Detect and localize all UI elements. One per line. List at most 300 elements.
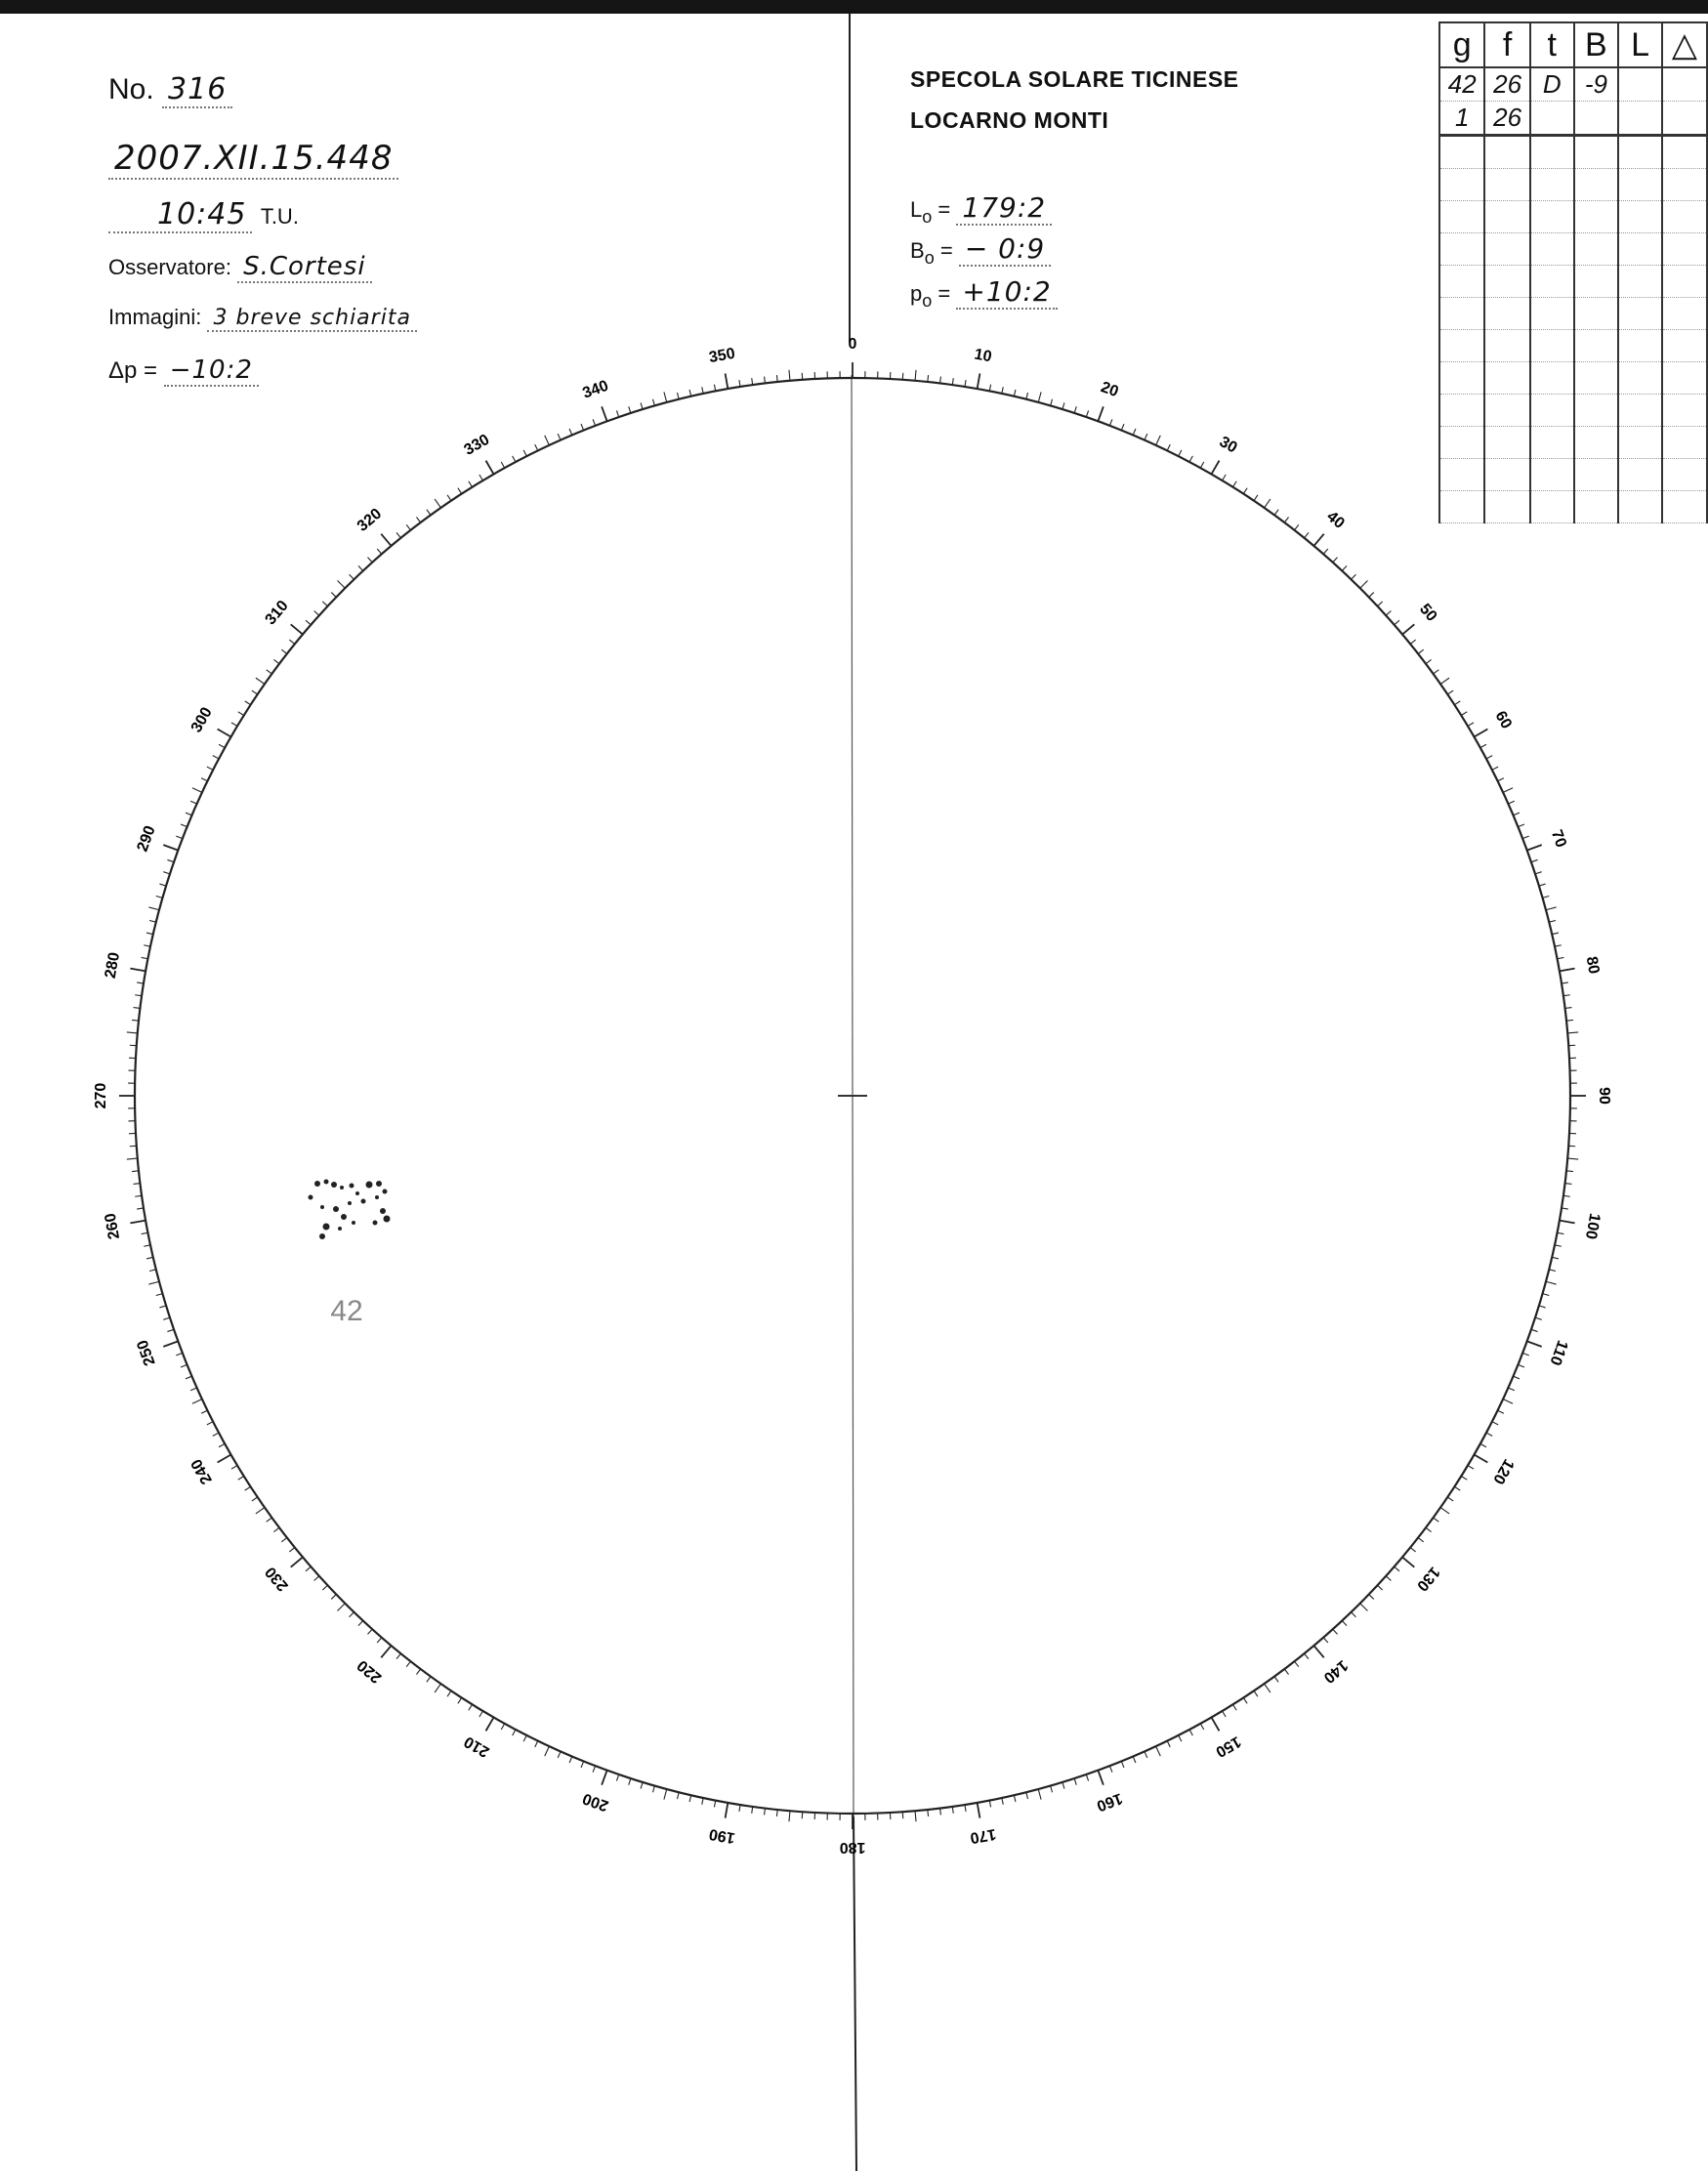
delta-p-label: Δp =	[108, 357, 158, 384]
scale-tick	[752, 1807, 753, 1814]
scale-tick	[535, 444, 538, 450]
scale-tick	[1360, 580, 1368, 588]
scale-tick	[1026, 393, 1028, 399]
scale-tick	[1295, 1661, 1299, 1667]
scale-tick	[396, 532, 400, 537]
scale-tick	[447, 495, 451, 501]
col-header-delta: △	[1662, 22, 1707, 67]
scale-tick	[1369, 593, 1374, 598]
scale-label: 0	[848, 336, 857, 354]
record-number-value: 316	[162, 72, 232, 108]
scale-tick	[435, 1684, 440, 1692]
scale-tick	[406, 524, 410, 530]
scale-tick	[1109, 419, 1112, 426]
sunspot	[375, 1195, 379, 1199]
P0-equals: =	[937, 281, 951, 306]
scale-tick	[1539, 1306, 1546, 1308]
scale-tick	[1518, 1364, 1523, 1367]
sunspot	[373, 1221, 378, 1226]
scale-tick	[207, 767, 213, 770]
scale-tick	[416, 1669, 420, 1675]
scale-label: 40	[1323, 508, 1348, 532]
scale-tick	[281, 649, 287, 653]
scale-tick	[350, 574, 354, 579]
scale-tick	[1518, 824, 1523, 827]
scale-tick	[593, 419, 596, 426]
scale-tick	[1313, 1646, 1323, 1657]
scale-tick	[135, 995, 142, 996]
scale-tick	[142, 957, 148, 958]
scale-tick	[1440, 678, 1449, 684]
scale-tick	[1243, 1697, 1247, 1703]
scale-tick	[1565, 1184, 1572, 1185]
L0-value: 179:2	[956, 191, 1052, 226]
scale-tick	[1565, 1008, 1572, 1009]
scale-tick	[291, 624, 303, 634]
scale-tick	[1557, 957, 1563, 958]
scale-tick	[337, 580, 345, 588]
scale-tick	[219, 744, 225, 747]
scale-tick	[1189, 1730, 1192, 1735]
scale-tick	[447, 1691, 451, 1696]
scale-tick	[381, 534, 391, 546]
scale-tick	[1360, 1604, 1368, 1611]
scale-tick	[358, 1621, 363, 1626]
scale-tick	[314, 611, 319, 616]
scale-tick	[1475, 730, 1488, 737]
scale-tick	[337, 1604, 345, 1611]
scale-label: 350	[707, 345, 737, 367]
scale-tick	[1395, 620, 1399, 625]
scale-tick	[144, 1245, 150, 1246]
scale-tick	[1121, 1761, 1124, 1767]
images-value: 3 breve schiarita	[207, 306, 416, 332]
scale-tick	[252, 1497, 258, 1501]
scale-label: 250	[134, 1337, 159, 1368]
scale-tick	[1254, 495, 1258, 501]
scale-tick	[201, 1410, 207, 1413]
scale-tick	[1098, 1771, 1103, 1785]
scale-tick	[581, 1761, 584, 1767]
scale-tick	[181, 1364, 187, 1367]
scale-tick	[629, 1778, 631, 1785]
scale-tick	[1555, 1245, 1562, 1246]
scale-tick	[1522, 1353, 1529, 1356]
scale-tick	[218, 1455, 231, 1463]
scale-tick	[1480, 1443, 1486, 1446]
scale-tick	[1133, 429, 1136, 435]
scale-tick	[1562, 982, 1568, 983]
scale-label: 270	[93, 1082, 110, 1109]
scale-tick	[523, 450, 526, 456]
scale-tick	[1402, 1557, 1414, 1566]
scale-tick	[1333, 1629, 1338, 1634]
observatory-name: SPECOLA SOLARE TICINESE	[910, 66, 1239, 92]
scale-tick	[267, 670, 272, 674]
scale-tick	[469, 481, 473, 487]
scale-tick	[1492, 1422, 1498, 1425]
scale-tick	[569, 429, 572, 435]
scale-tick	[545, 1746, 550, 1756]
scale-tick	[238, 1476, 244, 1480]
scale-tick	[965, 1805, 966, 1812]
scale-tick	[1508, 801, 1514, 804]
scale-tick	[273, 1527, 279, 1531]
scale-tick	[163, 872, 170, 874]
scale-tick	[176, 1353, 183, 1356]
scale-tick	[1179, 450, 1182, 456]
scale-tick	[486, 1718, 494, 1732]
scale-tick	[1454, 1486, 1460, 1490]
scale-tick	[1167, 444, 1170, 450]
scale-tick	[1369, 1595, 1374, 1600]
record-number-label: No.	[108, 73, 154, 105]
scale-tick	[1305, 1653, 1309, 1658]
scale-tick	[1468, 723, 1474, 727]
scale-tick	[1305, 532, 1309, 537]
scale-tick	[163, 845, 178, 850]
scale-tick	[1557, 1232, 1563, 1233]
scale-tick	[1352, 1612, 1356, 1617]
scale-tick	[1086, 410, 1088, 417]
scale-tick	[1527, 1341, 1542, 1346]
scale-tick	[181, 824, 187, 827]
scale-tick	[1562, 1208, 1568, 1209]
scale-tick	[219, 1443, 225, 1446]
scale-tick	[142, 1232, 148, 1233]
scale-tick	[1514, 1376, 1520, 1379]
scale-tick	[1566, 1020, 1573, 1021]
scale-tick	[458, 1697, 462, 1703]
scale-tick	[1243, 488, 1247, 494]
col-header-t: t	[1530, 22, 1574, 67]
scale-tick	[416, 517, 420, 522]
scale-tick	[1200, 462, 1203, 468]
scale-tick	[1563, 995, 1570, 996]
scale-tick	[1284, 1669, 1288, 1675]
scale-label: 20	[1098, 379, 1121, 401]
scale-tick	[156, 896, 163, 898]
scale-tick	[1480, 744, 1486, 747]
scale-tick	[1352, 574, 1356, 579]
scale-tick	[479, 475, 483, 480]
sunspot	[376, 1181, 382, 1187]
scale-tick	[167, 1329, 174, 1331]
scale-tick	[1395, 1566, 1399, 1571]
scale-tick	[1062, 1782, 1064, 1789]
scale-tick	[148, 1281, 159, 1284]
scale-tick	[1232, 1704, 1236, 1710]
B0-subscript: o	[924, 248, 935, 268]
scale-tick	[1492, 767, 1498, 770]
scale-tick	[458, 488, 462, 494]
scale-tick	[1486, 756, 1492, 759]
scale-tick	[1145, 1751, 1147, 1757]
scale-tick	[952, 1807, 953, 1814]
scale-tick	[192, 788, 202, 793]
scale-tick	[1074, 1778, 1076, 1785]
scale-tick	[602, 1771, 606, 1785]
scale-tick	[163, 1341, 178, 1346]
L0-label: L	[910, 197, 923, 222]
scale-tick	[714, 1800, 715, 1807]
scale-tick	[192, 1399, 202, 1404]
scale-tick	[218, 730, 231, 737]
scale-tick	[1167, 1741, 1170, 1747]
scale-tick	[1454, 701, 1460, 705]
scale-label: 190	[707, 1824, 737, 1847]
scale-tick	[1014, 1795, 1016, 1802]
scale-tick	[652, 399, 654, 406]
scale-tick	[291, 1557, 303, 1566]
scale-tick	[231, 1466, 237, 1470]
scale-tick	[213, 756, 219, 759]
scale-tick	[989, 385, 990, 392]
scale-tick	[331, 1595, 336, 1600]
scale-label: 340	[580, 377, 611, 402]
scale-tick	[306, 1566, 311, 1571]
scale-tick	[664, 1789, 667, 1800]
sunspot	[320, 1205, 324, 1209]
sunspot-group-42	[309, 1180, 391, 1240]
scale-tick	[1402, 624, 1414, 634]
scale-label: 240	[187, 1455, 216, 1487]
scale-tick	[1475, 1455, 1488, 1463]
scale-tick	[726, 373, 729, 389]
scale-tick	[629, 406, 631, 413]
scale-tick	[186, 1376, 191, 1379]
scale-tick	[1323, 1638, 1328, 1643]
scale-tick	[1567, 1158, 1578, 1159]
scale-tick	[513, 1730, 516, 1735]
table-cell: 26	[1484, 102, 1529, 136]
scale-tick	[130, 969, 146, 972]
scale-tick	[1418, 649, 1424, 653]
scale-tick	[1418, 1538, 1424, 1542]
sunspot	[352, 1221, 355, 1225]
sunspot	[348, 1201, 352, 1205]
scale-tick	[406, 1661, 410, 1667]
scale-tick	[1342, 1621, 1347, 1626]
scale-tick	[159, 1306, 166, 1308]
scale-tick	[306, 620, 311, 625]
scale-label: 80	[1582, 955, 1603, 976]
sunspot	[319, 1233, 325, 1239]
scale-tick	[641, 402, 643, 409]
scale-tick	[616, 410, 618, 417]
scale-label: 220	[354, 1656, 386, 1687]
scale-tick	[1426, 1527, 1432, 1531]
table-cell: 26	[1484, 67, 1529, 102]
B0-equals: =	[939, 238, 953, 263]
scale-tick	[1284, 517, 1288, 522]
sunspot	[361, 1199, 366, 1204]
scale-tick	[149, 920, 156, 922]
col-header-f: f	[1484, 22, 1529, 67]
observer-value: S.Cortesi	[237, 252, 371, 283]
scale-tick	[1531, 1329, 1538, 1331]
scale-label: 320	[354, 505, 386, 535]
sunspot	[384, 1216, 391, 1223]
scale-tick	[1567, 1032, 1578, 1033]
scale-tick	[978, 1803, 980, 1818]
scale-tick	[1265, 499, 1271, 508]
scale-tick	[148, 907, 159, 910]
scale-tick	[281, 1538, 287, 1542]
scale-tick	[1212, 461, 1220, 475]
scale-tick	[1539, 884, 1546, 886]
col-header-B: B	[1574, 22, 1619, 67]
observation-date-value: 2007.XII.15.448	[108, 139, 398, 180]
scale-tick	[689, 390, 691, 397]
scale-tick	[1508, 1388, 1514, 1391]
scale-tick	[714, 385, 715, 392]
scale-tick	[427, 1677, 431, 1683]
scale-tick	[501, 462, 504, 468]
scale-tick	[167, 859, 174, 861]
scale-tick	[1098, 406, 1103, 421]
scale-tick	[1560, 969, 1575, 972]
scale-tick	[1051, 1786, 1053, 1793]
scale-label: 10	[973, 346, 993, 366]
bottom-axis-line	[854, 1816, 856, 2171]
scale-tick	[377, 549, 382, 554]
scale-tick	[132, 1171, 139, 1172]
scale-tick	[134, 1184, 141, 1185]
scale-tick	[702, 387, 703, 394]
scale-tick	[186, 813, 191, 815]
scale-tick	[602, 406, 606, 421]
scale-tick	[1038, 1789, 1041, 1800]
scale-tick	[1522, 836, 1529, 839]
scale-tick	[368, 1629, 373, 1634]
scale-tick	[739, 1805, 740, 1812]
scale-tick	[190, 1388, 196, 1391]
scale-tick	[765, 1809, 766, 1816]
scale-tick	[135, 1195, 142, 1196]
scale-tick	[1342, 565, 1347, 570]
delta-p-value: −10:2	[164, 355, 259, 387]
scale-label: 30	[1216, 433, 1240, 457]
col-header-g: g	[1439, 22, 1484, 67]
scale-tick	[1535, 1317, 1542, 1319]
scale-tick	[940, 377, 941, 384]
scale-label: 120	[1489, 1455, 1518, 1487]
scale-tick	[207, 1422, 213, 1425]
scale-label: 130	[1413, 1563, 1443, 1595]
scale-tick	[1051, 399, 1053, 406]
scale-tick	[256, 678, 265, 684]
scale-tick	[593, 1766, 596, 1773]
scale-tick	[159, 884, 166, 886]
scale-tick	[137, 982, 144, 983]
scale-tick	[132, 1020, 139, 1021]
scale-tick	[273, 659, 279, 663]
scale-tick	[358, 565, 363, 570]
scale-tick	[1461, 712, 1467, 716]
scale-tick	[1503, 788, 1513, 793]
scale-label: 90	[1595, 1087, 1612, 1105]
scale-tick	[1555, 945, 1562, 946]
scale-tick	[1543, 896, 1550, 898]
scale-tick	[289, 1548, 294, 1552]
scale-tick	[581, 424, 584, 430]
scale-tick	[1274, 1677, 1278, 1683]
scale-tick	[1133, 1757, 1136, 1763]
scale-tick	[1002, 1798, 1003, 1805]
scale-tick	[1434, 670, 1439, 674]
scale-tick	[134, 1008, 141, 1009]
scale-tick	[322, 1585, 327, 1590]
scale-tick	[789, 1811, 790, 1821]
scale-tick	[1254, 1691, 1258, 1696]
scale-tick	[1062, 402, 1064, 409]
table-cell: 42	[1439, 67, 1484, 102]
scale-tick	[726, 1803, 729, 1818]
scale-tick	[350, 1612, 354, 1617]
scale-tick	[1200, 1724, 1203, 1730]
observatory-location: LOCARNO MONTI	[910, 107, 1109, 133]
scale-label: 210	[461, 1733, 493, 1761]
scale-tick	[245, 1486, 251, 1490]
sunspot	[350, 1184, 354, 1189]
L0-subscript: o	[922, 207, 933, 227]
scale-label: 160	[1094, 1789, 1125, 1815]
sunspot	[341, 1214, 347, 1220]
scale-label: 280	[102, 950, 124, 981]
scale-tick	[1549, 1270, 1556, 1272]
scale-tick	[201, 778, 207, 781]
scale-tick	[1531, 859, 1538, 861]
scale-tick	[1563, 1195, 1570, 1196]
sunspot	[338, 1227, 342, 1231]
scale-label: 180	[839, 1838, 866, 1856]
scale-tick	[1386, 611, 1391, 616]
scale-tick	[156, 1294, 163, 1296]
scale-tick	[776, 1810, 777, 1816]
scale-tick	[739, 380, 740, 387]
scale-tick	[677, 1792, 679, 1799]
scale-tick	[1566, 1171, 1573, 1172]
scale-tick	[989, 1800, 990, 1807]
scale-tick	[915, 1811, 916, 1821]
scale-tick	[1535, 872, 1542, 874]
scale-tick	[765, 377, 766, 384]
scale-tick	[469, 1704, 473, 1710]
scale-tick	[940, 1809, 941, 1816]
scale-tick	[523, 1735, 526, 1741]
scale-tick	[1546, 1281, 1557, 1284]
observer-label: Osservatore:	[108, 255, 231, 279]
table-cell: D	[1530, 67, 1574, 102]
scale-tick	[1026, 1792, 1028, 1799]
scale-tick	[1145, 434, 1147, 439]
scale-tick	[213, 1433, 219, 1436]
time-unit-label: T.U.	[260, 204, 299, 229]
scale-tick	[1434, 1518, 1439, 1522]
scale-tick	[558, 1751, 561, 1757]
sunspot	[355, 1191, 359, 1195]
sunspot	[314, 1181, 320, 1187]
scale-tick	[1378, 602, 1383, 606]
scale-tick	[127, 1032, 138, 1033]
scale-tick	[664, 392, 667, 402]
table-cell: -9	[1574, 67, 1619, 102]
scale-tick	[1212, 1718, 1220, 1732]
scale-label: 230	[262, 1563, 292, 1595]
scale-tick	[1514, 813, 1520, 815]
scale-tick	[252, 690, 258, 694]
